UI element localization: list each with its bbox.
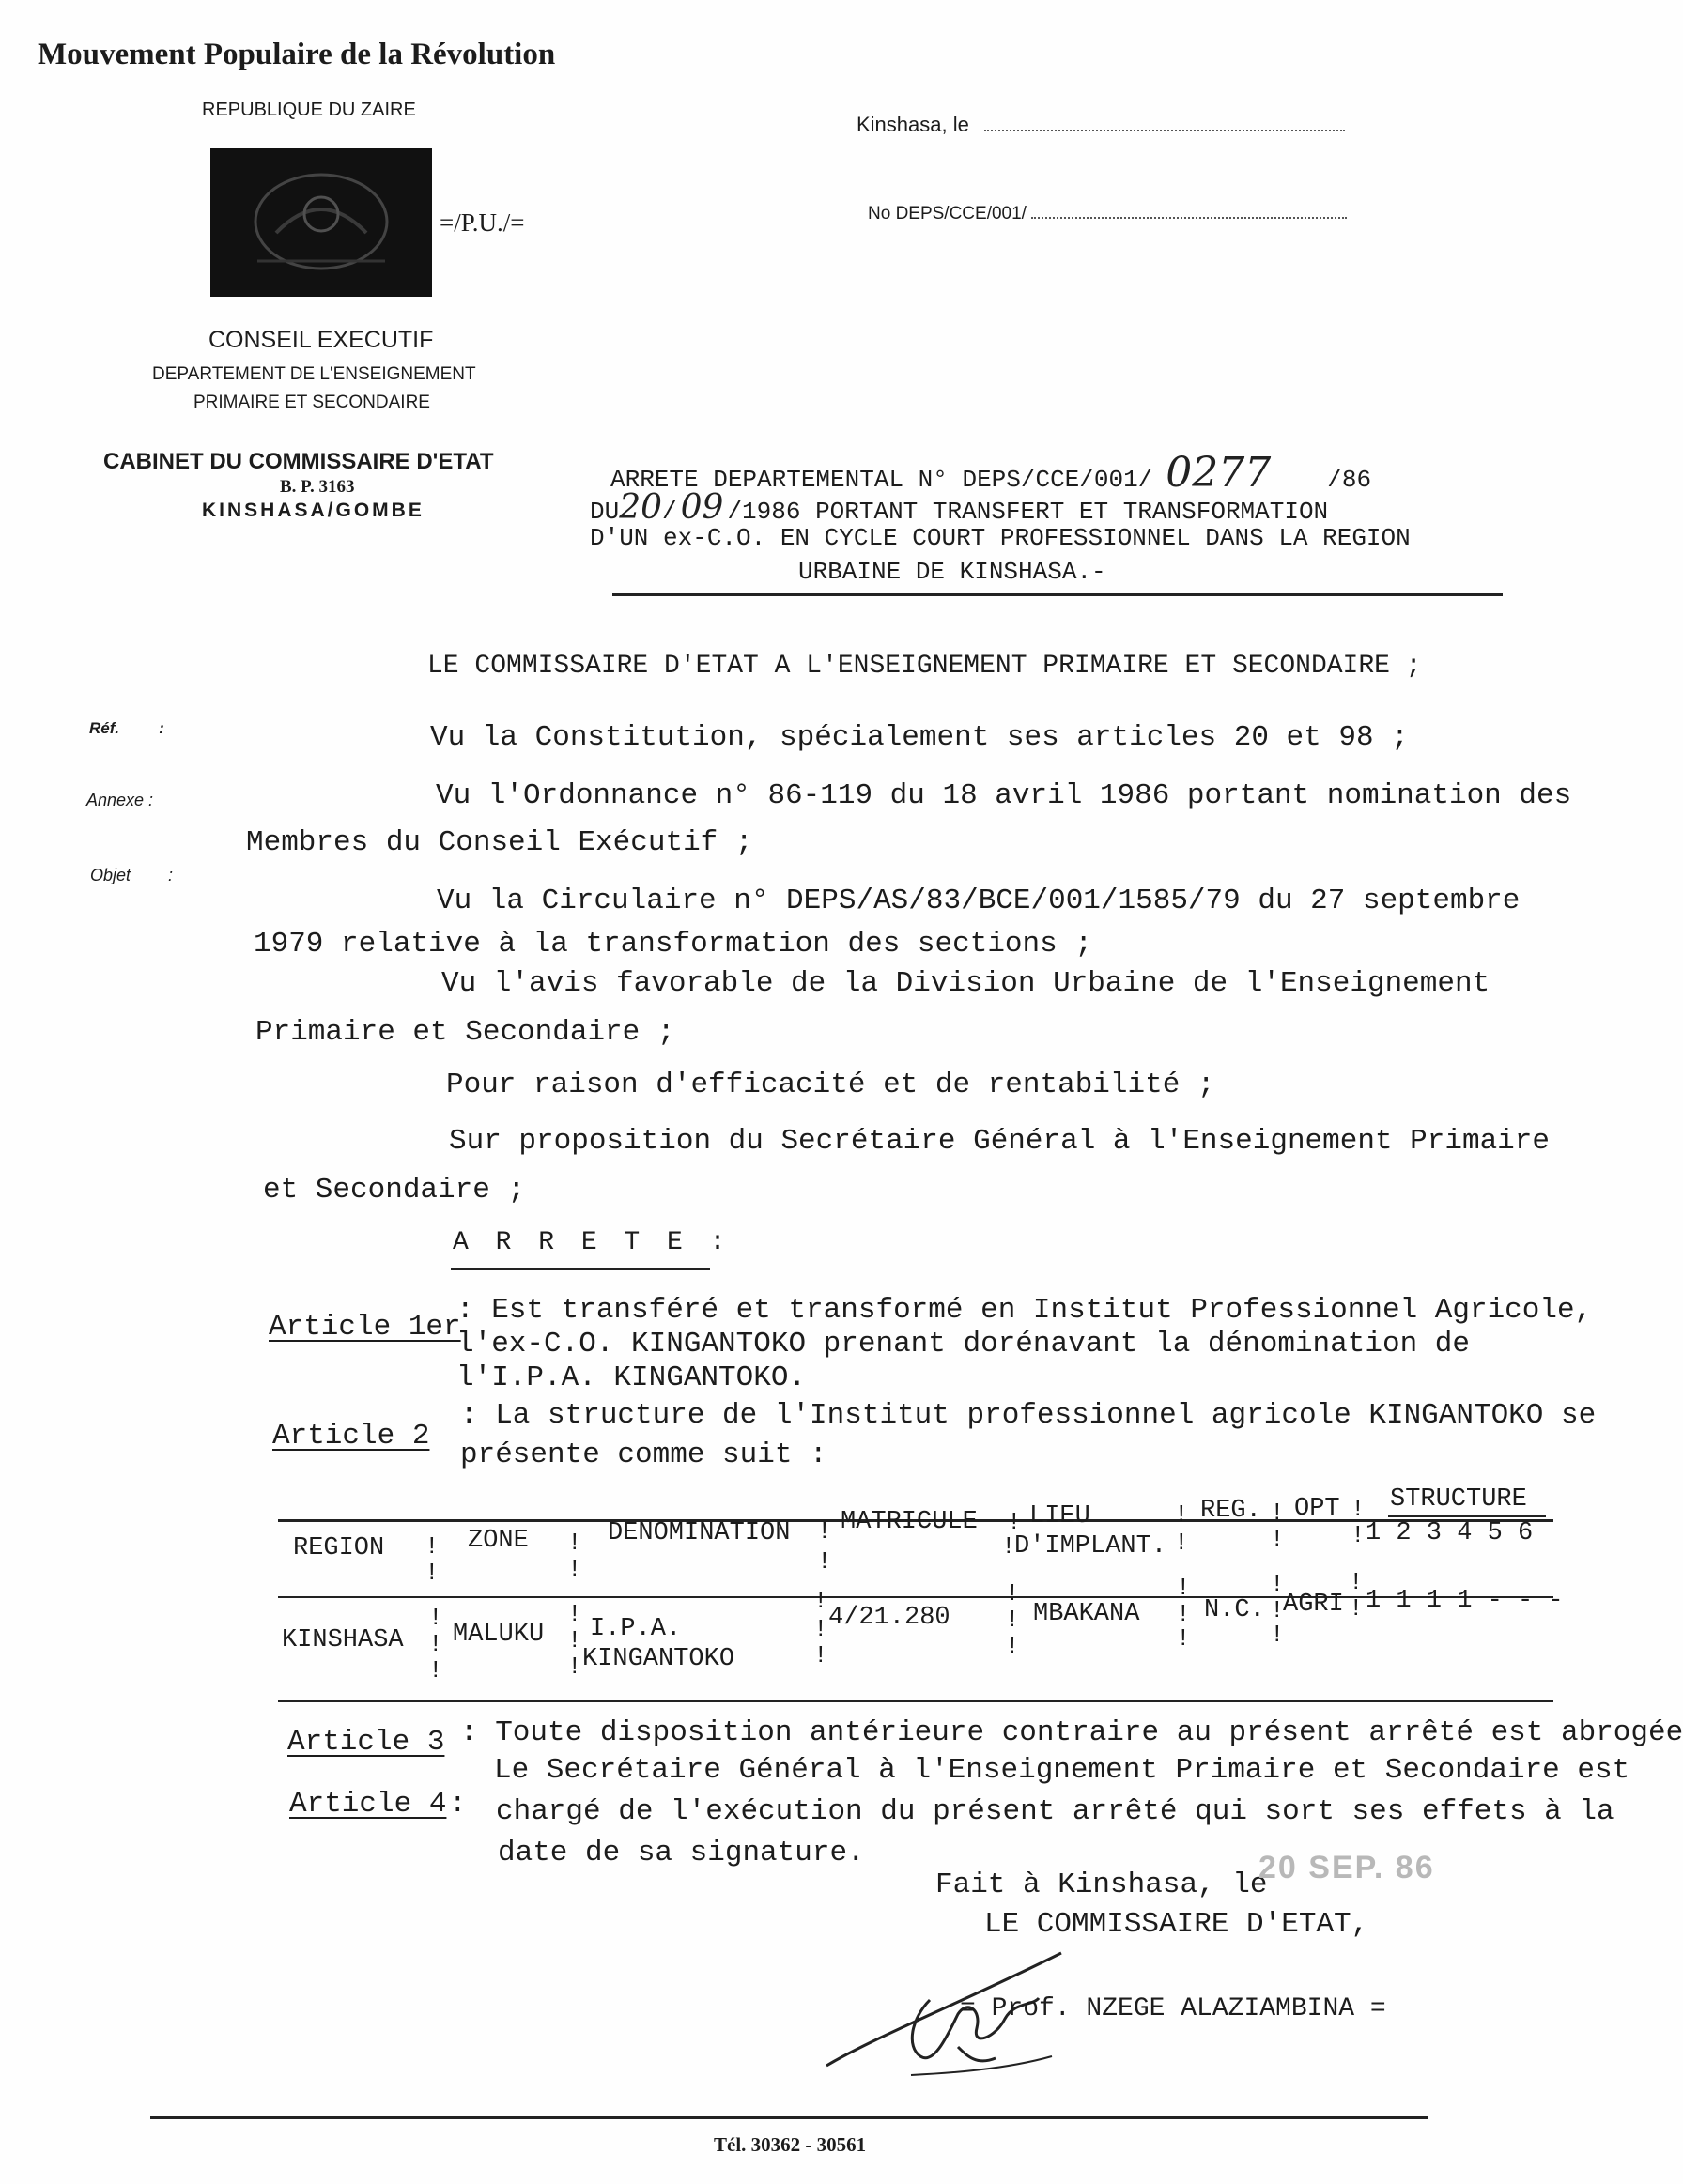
vu-circulaire-line-1: Vu la Circulaire n° DEPS/AS/83/BCE/001/1585/79 du 27 septembre bbox=[437, 884, 1521, 917]
proposal-line-1: Sur proposition du Secrétaire Général à l'Enseignement Primaire bbox=[449, 1125, 1550, 1158]
header-opt: OPT bbox=[1294, 1495, 1340, 1523]
sep: ! bbox=[567, 1626, 582, 1654]
sep: ! bbox=[1349, 1568, 1364, 1596]
vu-avis-line-1: Vu l'avis favorable de la Division Urbaine de l'Enseignement bbox=[441, 967, 1490, 1000]
sep: ! bbox=[567, 1529, 582, 1557]
date-dotted-line bbox=[984, 130, 1345, 131]
decree-title-line-3: D'UN ex-C.O. EN CYCLE COURT PROFESSIONNEL DANS LA REGION bbox=[590, 524, 1411, 552]
signatory-title: LE COMMISSAIRE D'ETAT, bbox=[984, 1908, 1369, 1941]
header-matricule: MATRICULE bbox=[841, 1508, 978, 1536]
republic-line: REPUBLIQUE DU ZAIRE bbox=[202, 100, 416, 120]
cell-denomination-2: KINGANTOKO bbox=[582, 1645, 735, 1673]
sep: ! bbox=[1349, 1594, 1364, 1623]
sep: ! bbox=[567, 1653, 582, 1681]
decree-number-handwritten: 0277 bbox=[1166, 449, 1272, 497]
sep: ! bbox=[1005, 1632, 1020, 1660]
place-date-field bbox=[857, 113, 1345, 137]
article-4-line-3: date de sa signature. bbox=[498, 1837, 865, 1869]
decree-title-line-2: DU20/ 09 /1986 PORTANT TRANSFERT ET TRANSFORMATION bbox=[590, 488, 1329, 527]
article-4-colon: : bbox=[449, 1788, 467, 1821]
department-line-2: PRIMAIRE ET SECONDAIRE bbox=[193, 392, 430, 412]
sep: ! bbox=[1270, 1596, 1285, 1624]
cell-lieu: MBAKANA bbox=[1033, 1600, 1140, 1628]
header-lieu: LIEU bbox=[1029, 1502, 1090, 1530]
decree-day-handwritten: 20 bbox=[619, 488, 663, 527]
vu-circulaire-line-2: 1979 relative à la transformation des sections ; bbox=[254, 928, 1092, 961]
sep: ! bbox=[1174, 1500, 1189, 1529]
cell-opt: AGRI bbox=[1283, 1591, 1344, 1619]
article-2-label: Article 2 bbox=[272, 1420, 430, 1453]
sep: ! bbox=[1270, 1525, 1285, 1553]
movement-name: Mouvement Populaire de la Révolution bbox=[38, 38, 556, 71]
sep: ! bbox=[1176, 1624, 1191, 1653]
footer-rule bbox=[150, 2116, 1428, 2119]
article-4-label: Article 4 bbox=[289, 1788, 447, 1821]
sep: ! bbox=[1351, 1495, 1366, 1523]
proposal-line-2: et Secondaire ; bbox=[263, 1174, 526, 1207]
cell-matricule: 4/21.280 bbox=[828, 1604, 950, 1632]
sep: ! bbox=[425, 1559, 440, 1587]
header-structure-years: 1 2 3 4 5 6 bbox=[1366, 1519, 1534, 1547]
emblem-icon bbox=[210, 148, 432, 297]
article-1-line-2: l'ex-C.O. KINGANTOKO prenant dorénavant la dénomination de bbox=[456, 1328, 1470, 1361]
article-2-line-1: : La structure de l'Institut professionnel agricole KINGANTOKO se bbox=[460, 1399, 1597, 1432]
place-date-label: Kinshasa, le bbox=[857, 113, 969, 136]
sep: ! bbox=[1176, 1574, 1191, 1602]
article-1-line-1: : Est transféré et transformé en Institut Professionnel Agricole, bbox=[456, 1294, 1593, 1327]
article-4-line-2: chargé de l'exécution du présent arrêté qui sort ses effets à la bbox=[496, 1795, 1614, 1828]
cell-structure: 1 1 1 1 - - - bbox=[1366, 1587, 1564, 1615]
arrete-underline bbox=[451, 1268, 710, 1270]
decree-title-line-1: ARRETE DEPARTEMENTAL N° DEPS/CCE/001/ 0277 /86 bbox=[610, 449, 1372, 497]
po-box: B. P. 3163 bbox=[280, 477, 355, 497]
reference-label: No DEPS/CCE/001/ bbox=[868, 204, 1027, 223]
vu-ordonnance-line-2: Membres du Conseil Exécutif ; bbox=[246, 826, 753, 859]
sep: ! bbox=[1270, 1621, 1285, 1649]
structure-underline bbox=[1388, 1515, 1546, 1517]
sep: ! bbox=[1001, 1532, 1016, 1561]
footer-phone: Tél. 30362 - 30561 bbox=[714, 2133, 867, 2156]
table-bottom-rule bbox=[278, 1700, 1553, 1702]
signatory-name: = Prof. NZEGE ALAZIAMBINA = bbox=[960, 1994, 1386, 2023]
header-structure: STRUCTURE bbox=[1390, 1485, 1527, 1514]
sep: ! bbox=[813, 1615, 828, 1643]
authority-line: LE COMMISSAIRE D'ETAT A L'ENSEIGNEMENT PRIMAIRE ET SECONDAIRE ; bbox=[427, 652, 1422, 681]
sep: ! bbox=[1351, 1521, 1366, 1549]
cell-region: KINSHASA bbox=[282, 1626, 404, 1654]
coat-of-arms-emblem bbox=[210, 148, 432, 297]
article-3-label: Article 3 bbox=[287, 1726, 445, 1759]
decree-title-line-4: URBAINE DE KINSHASA.- bbox=[798, 558, 1106, 586]
sep: ! bbox=[817, 1517, 832, 1546]
decree-title-rule bbox=[612, 593, 1503, 596]
vu-ordonnance-line-1: Vu l'Ordonnance n° 86-119 du 18 avril 1986 portant nomination des bbox=[436, 779, 1572, 812]
header-zone: ZONE bbox=[468, 1527, 529, 1555]
sep: ! bbox=[813, 1641, 828, 1669]
reason-line: Pour raison d'efficacité et de rentabilité ; bbox=[446, 1069, 1215, 1101]
margin-objet-label: Objet : bbox=[90, 866, 174, 884]
margin-ref-label: Réf. : bbox=[89, 719, 164, 737]
vu-constitution: Vu la Constitution, spécialement ses articles 20 et 98 ; bbox=[430, 721, 1409, 754]
article-1-line-3: l'I.P.A. KINGANTOKO. bbox=[456, 1361, 807, 1394]
sep: ! bbox=[567, 1555, 582, 1583]
sep: ! bbox=[567, 1600, 582, 1628]
sep: ! bbox=[817, 1547, 832, 1576]
department-line-1: DEPARTEMENT DE L'ENSEIGNEMENT bbox=[152, 364, 476, 384]
header-lieu-implant: D'IMPLANT. bbox=[1014, 1532, 1167, 1561]
sep: ! bbox=[428, 1656, 443, 1684]
signing-place: Fait à Kinshasa, le bbox=[935, 1869, 1268, 1901]
article-4-line-1: Le Secrétaire Général à l'Enseignement Primaire et Secondaire est bbox=[494, 1754, 1630, 1787]
sep: ! bbox=[425, 1532, 440, 1561]
article-1-label: Article 1er bbox=[269, 1311, 461, 1344]
pu-mark: =/P.U./= bbox=[440, 208, 525, 237]
sep: ! bbox=[1005, 1606, 1020, 1634]
header-region: REGION bbox=[293, 1534, 385, 1562]
article-2-line-2: présente comme suit : bbox=[460, 1438, 827, 1471]
cell-denomination-1: I.P.A. bbox=[590, 1615, 682, 1643]
cabinet-name: CABINET DU COMMISSAIRE D'ETAT bbox=[103, 449, 494, 474]
margin-annexe-label: Annexe : bbox=[86, 791, 154, 809]
cell-zone: MALUKU bbox=[453, 1621, 545, 1649]
sep: ! bbox=[1174, 1529, 1189, 1557]
sep: ! bbox=[813, 1587, 828, 1615]
header-denomination: DENOMINATION bbox=[608, 1519, 791, 1547]
city-name: KINSHASA/GOMBE bbox=[202, 500, 425, 521]
reference-dotted-line bbox=[1031, 217, 1347, 219]
council-name: CONSEIL EXECUTIF bbox=[208, 327, 434, 353]
date-stamp: 20 SEP. 86 bbox=[1258, 1850, 1435, 1885]
article-3-line-1: : Toute disposition antérieure contraire au présent arrêté est abrogée bbox=[460, 1716, 1683, 1749]
vu-avis-line-2: Primaire et Secondaire ; bbox=[255, 1016, 675, 1049]
arrete-heading: A R R E T E : bbox=[453, 1228, 732, 1257]
sep: ! bbox=[1176, 1600, 1191, 1628]
sep: ! bbox=[1270, 1499, 1285, 1527]
sep: ! bbox=[1005, 1579, 1020, 1607]
sep: ! bbox=[428, 1604, 443, 1632]
sep: ! bbox=[428, 1630, 443, 1658]
sep: ! bbox=[1270, 1570, 1285, 1598]
header-reg: REG. bbox=[1200, 1497, 1261, 1525]
reference-number-field bbox=[868, 204, 1347, 224]
decree-month-handwritten: 09 bbox=[680, 488, 724, 527]
cell-reg: N.C. bbox=[1204, 1596, 1265, 1624]
sep: ! bbox=[1007, 1508, 1022, 1536]
